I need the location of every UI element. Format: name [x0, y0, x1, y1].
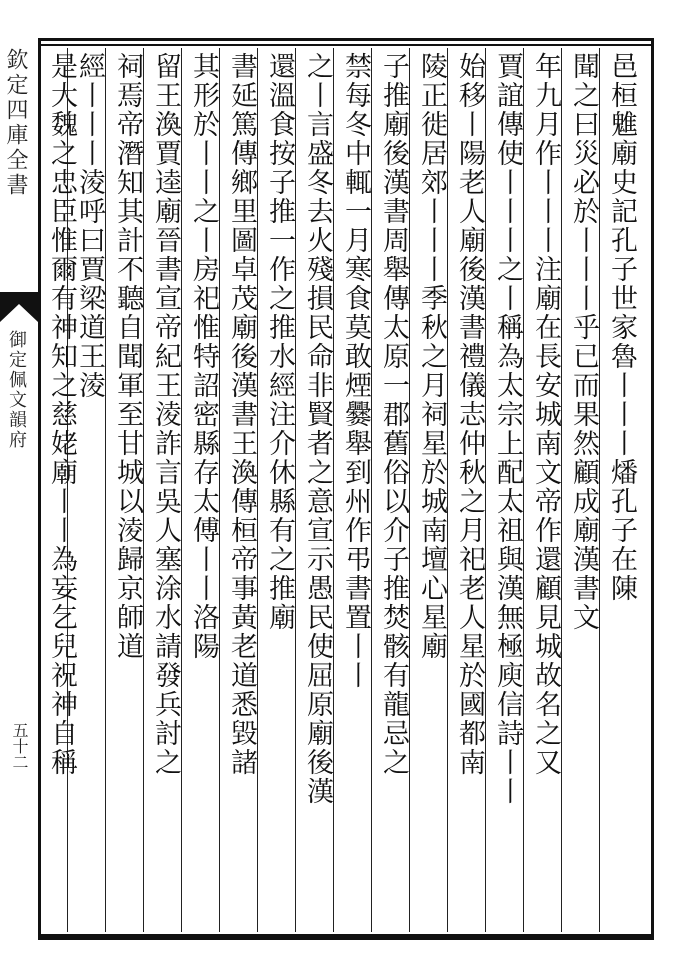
text-column-13: 留王渙賈逵廟晉書宣帝紀王淩詐言吳人塞涂水請發兵討之	[150, 52, 181, 777]
text-column-1: 邑桓魋廟史記孔子世家魯丨丨丨燔孔子在陳	[606, 52, 637, 603]
text-column-11: 書延篤傳鄉里圖卓茂廟後漢書王渙傳桓帝事黃老道悉毀諸	[226, 52, 257, 777]
text-column-14: 祠焉帝潛知其計不聽自聞軍至甘城以淩歸京師道	[112, 52, 143, 661]
text-column-10: 還溫食按子推一作之推水經注介休縣有之推廟	[264, 52, 295, 632]
text-column-7: 子推廟後漢書周舉傳太原一郡舊俗以介子推焚骸有龍忌之	[378, 52, 409, 777]
fish-tail-mark	[0, 292, 38, 322]
text-column-8: 禁每冬中輒一月寒食莫敢煙爨舉到州作弔書置丨丨	[340, 52, 371, 690]
text-column-2: 聞之曰災必於丨丨丨乎已而果然顧成廟漢書文	[568, 52, 599, 632]
folio-number: 五十二	[10, 722, 29, 770]
text-column-6: 陵正徙居郊丨丨丨季秋之月祠星於城南壇心星廟	[416, 52, 447, 661]
text-column-5: 始移丨陽老人廟後漢書禮儀志仲秋之月祀老人星於國都南	[454, 52, 485, 777]
bottom-rule	[40, 934, 652, 938]
work-title: 御定佩文韻府	[6, 330, 27, 450]
text-column-9: 之丨言盛冬去火殘損民命非賢者之意宣示愚民使屈原廟後漢	[302, 52, 333, 806]
text-column-15: 經丨丨丨淩呼曰賈梁道王淩	[74, 52, 105, 400]
text-column-16: 是大魏之忠臣惟爾有神知之慈姥廟丨丨為妄乞兒祝神自稱	[46, 52, 77, 777]
text-column-3: 年九月作丨丨丨注廟在長安城南文帝作還顧見城故名之又	[530, 52, 561, 777]
text-column-4: 賈誼傳使丨丨丨之丨稱為太宗上配太祖與漢無極庾信詩丨丨	[492, 52, 523, 806]
book-title: 欽定四庫全書	[3, 48, 28, 198]
top-inner-rule	[40, 44, 652, 46]
text-column-12: 其形於丨丨之丨房祀惟特詔密縣存太傅丨丨洛陽	[188, 52, 219, 661]
